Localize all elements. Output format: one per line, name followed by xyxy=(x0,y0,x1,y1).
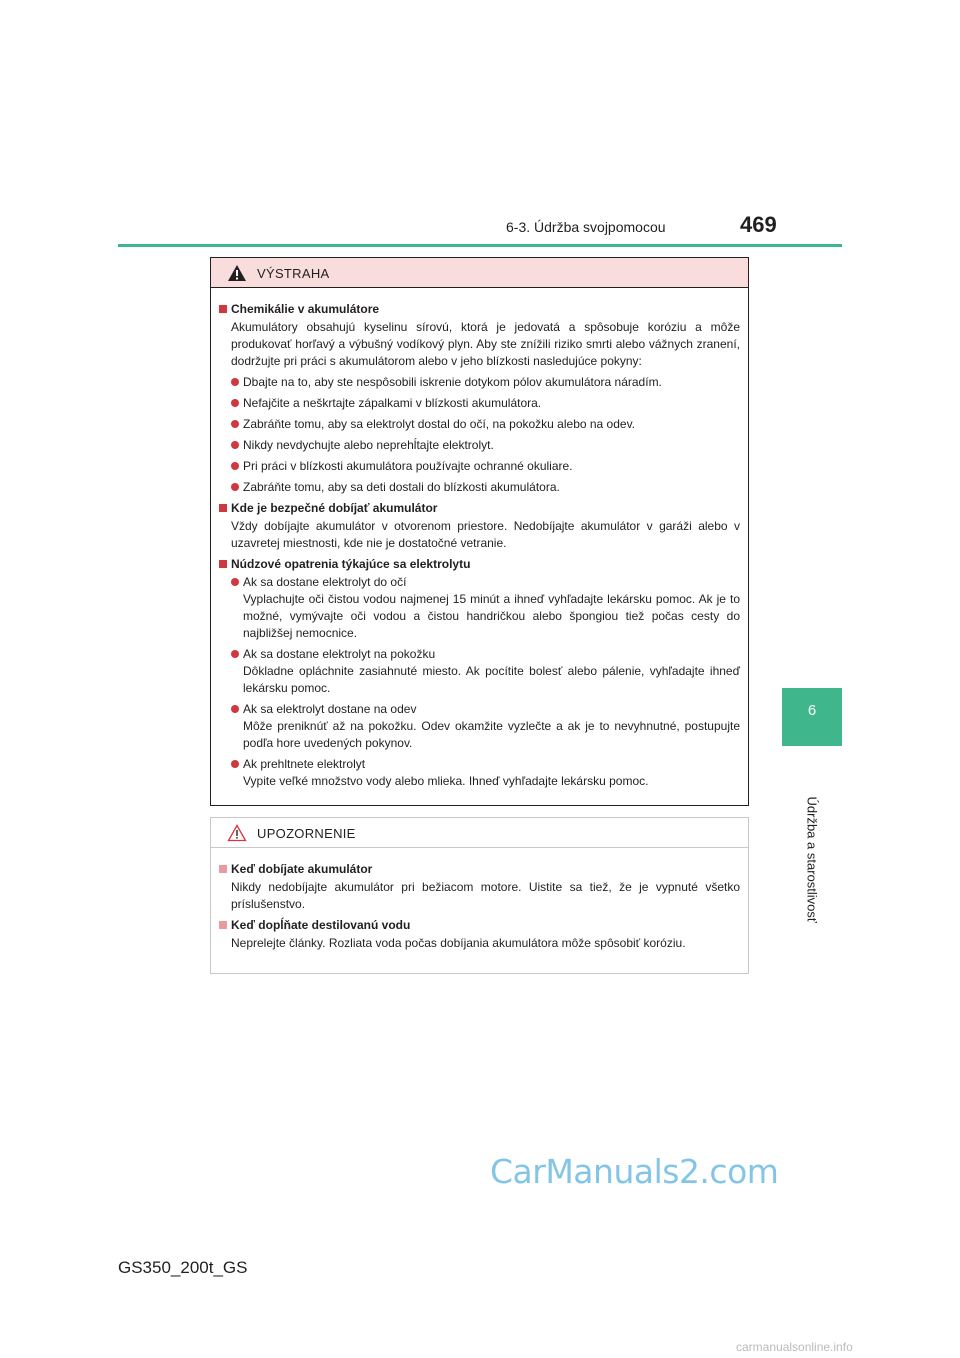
warning-box xyxy=(210,257,749,806)
list-item: Ak sa dostane elektrolyt do očí Vyplachujte oči čistou vodou najmenej 15 minút a ihneď vyhľadajte lekársku pomoc. Ak je to možné, vymývajte oči vodou a čistou handričkou alebo špongiou tiež počas cesty do najbližšej nemocnice. xyxy=(219,574,740,642)
caution-box xyxy=(210,817,749,974)
list-item: Ak sa elektrolyt dostane na odev Môže preniknúť až na pokožku. Odev okamžite vyzlečte a ak je to nevyhnutné, postupujte podľa hore uvedených pokynov. xyxy=(219,701,740,752)
list-item: Zabráňte tomu, aby sa elektrolyt dostal do očí, na pokožku alebo na odev. xyxy=(219,416,740,433)
chapter-number: 6 xyxy=(807,702,817,719)
section-heading: Keď dopĺňate destilovanú vodu xyxy=(219,917,740,934)
section-heading: Núdzové opatrenia týkajúce sa elektrolytu xyxy=(219,556,740,573)
square-bullet-icon xyxy=(219,865,227,873)
paragraph: Vždy dobíjajte akumulátor v otvorenom priestore. Nedobíjajte akumulátor v garáži alebo v uzavretej miestnosti, kde nie je dostatočné vetranie. xyxy=(231,519,740,550)
bullet-dot-icon xyxy=(231,462,239,470)
bullet-dot-icon xyxy=(231,378,239,386)
list-item: Ak sa dostane elektrolyt na pokožku Dôkladne opláchnite zasiahnuté miesto. Ak pocítite bolesť alebo pálenie, vyhľadajte ihneď lekársku pomoc. xyxy=(219,646,740,697)
square-bullet-icon xyxy=(219,921,227,929)
chapter-tab xyxy=(782,688,842,746)
list-item: Ak prehltnete elektrolyt Vypite veľké množstvo vody alebo mlieka. Ihneď vyhľadajte lekársku pomoc. xyxy=(219,756,740,790)
warning-header xyxy=(211,258,748,288)
paragraph: Akumulátory obsahujú kyselinu sírovú, ktorá je jedovatá a spôsobuje koróziu a môže produkovať horľavý a výbušný vodíkový plyn. Aby ste znížili riziko smrti alebo vážnych zranení, dodržujte pri práci s akumulátorom alebo v jeho blízkosti nasledujúce pokyny: xyxy=(231,320,740,368)
bullet-dot-icon xyxy=(231,760,239,768)
bottom-watermark: carmanualsonline.info xyxy=(736,1340,853,1354)
list-item: Pri práci v blízkosti akumulátora používajte ochranné okuliare. xyxy=(219,458,740,475)
warning-title: VÝSTRAHA xyxy=(257,266,330,281)
section-heading: Chemikálie v akumulátore xyxy=(219,301,740,318)
bullet-dot-icon xyxy=(231,483,239,491)
caution-header xyxy=(211,818,748,848)
bullet-dot-icon xyxy=(231,420,239,428)
page-number: 469 xyxy=(740,212,777,237)
warning-triangle-icon xyxy=(227,264,247,282)
square-bullet-icon xyxy=(219,560,227,568)
square-bullet-icon xyxy=(219,504,227,512)
list-item: Nikdy nevdychujte alebo neprehĺtajte elektrolyt. xyxy=(219,437,740,454)
section-title: 6-3. Údržba svojpomocou xyxy=(506,219,666,235)
bullet-dot-icon xyxy=(231,399,239,407)
watermark: CarManuals2.com xyxy=(490,1152,779,1191)
section-heading: Keď dobíjate akumulátor xyxy=(219,861,740,878)
header-divider xyxy=(118,244,842,247)
section-heading: Kde je bezpečné dobíjať akumulátor xyxy=(219,500,740,517)
list-item: Zabráňte tomu, aby sa deti dostali do blízkosti akumulátora. xyxy=(219,479,740,496)
caution-body xyxy=(211,848,748,952)
list-item: Dbajte na to, aby ste nespôsobili iskrenie dotykom pólov akumulátora náradím. xyxy=(219,374,740,391)
model-code: GS350_200t_GS xyxy=(118,1258,248,1277)
bullet-dot-icon xyxy=(231,441,239,449)
paragraph: Neprelejte články. Rozliata voda počas dobíjania akumulátora môže spôsobiť koróziu. xyxy=(231,936,686,950)
chapter-label: Údržba a starostlivosť xyxy=(804,796,820,923)
list-item: Nefajčite a neškrtajte zápalkami v blízkosti akumulátora. xyxy=(219,395,740,412)
caution-triangle-icon xyxy=(227,824,247,842)
bullet-dot-icon xyxy=(231,650,239,658)
caution-title: UPOZORNENIE xyxy=(257,826,356,841)
bullet-dot-icon xyxy=(231,705,239,713)
bullet-dot-icon xyxy=(231,578,239,586)
warning-body xyxy=(211,288,748,790)
square-bullet-icon xyxy=(219,305,227,313)
paragraph: Nikdy nedobíjajte akumulátor pri bežiacom motore. Uistite sa tiež, že je vypnuté všetko príslušenstvo. xyxy=(231,880,740,911)
